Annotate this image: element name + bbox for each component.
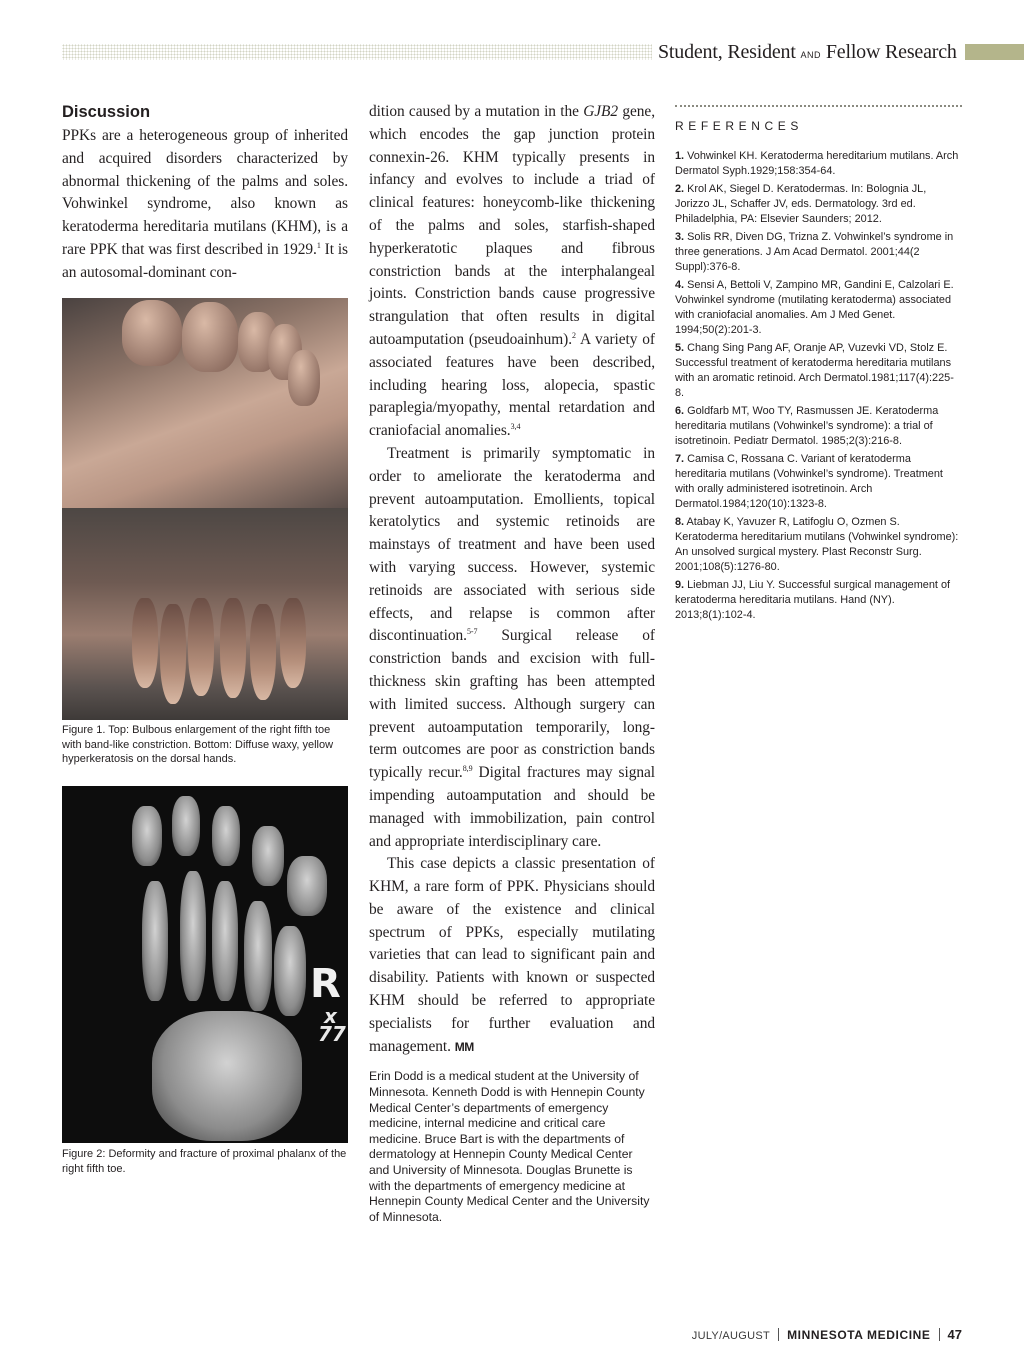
bone-shape [172,796,200,856]
xray-marker-number: 77 [318,1022,346,1046]
toe-shape [122,300,182,366]
reference-item [675,182,962,227]
bone-shape [132,806,162,866]
left-column [62,101,348,285]
discussion-p1-text-b-mid: dition caused by a mutation in the [369,103,584,120]
citation-superscript: 8,9 [462,763,473,773]
figure-1-image [62,298,348,720]
reference-text: Solis RR, Diven DG, Trizna Z. Vohwinkel’s syndrome in three generations. J Am Acad Dermatol. 2001;44(2 Suppl):376-8. [675,231,954,273]
header-pattern-band [62,44,652,60]
reference-text: Krol AK, Siegel D. Keratodermas. In: Bolognia JL, Jorizzo JL, Schaffer JV, eds. Dermatology. 3rd ed. Philadelphia, PA: Elsevier Saunders; 2012. [675,183,927,225]
toe-shape [182,302,238,372]
reference-number: 1. [675,150,685,162]
finger-shape [250,604,276,700]
bone-shape [212,806,240,866]
footer-separator [939,1328,940,1341]
article-end-mark: MM [454,1039,474,1054]
reference-item [675,515,962,575]
bone-shape [274,926,306,1016]
reference-text: Atabay K, Yavuzer R, Latifoglu O, Ozmen S. Keratoderma hereditarium mutilans (Vohwinkel syndrome): An unsolved surgical mystery. Plast Reconstr Surg. 2001;108(5):1276-80. [675,516,959,573]
reference-item [675,278,962,338]
footer-separator [778,1328,779,1341]
figure-2-caption: Figure 2: Deformity and fracture of proximal phalanx of the right fifth toe. [62,1148,347,1175]
finger-shape [160,604,186,704]
bone-shape [142,881,168,1001]
reference-item [675,452,962,512]
foot-photo [62,298,348,508]
reference-item [675,341,962,401]
references-heading: REFERENCES [675,119,804,133]
bone-shape [287,856,327,916]
discussion-paragraph-1-start [62,125,348,285]
reference-number: 7. [675,453,685,465]
xray-marker-x: x [324,1004,337,1028]
issue-date: JULY/AUGUST [691,1330,771,1342]
citation-superscript: 2 [572,330,576,340]
reference-number: 5. [675,342,685,354]
journal-name: MINNESOTA MEDICINE [787,1328,931,1342]
reference-item [675,578,962,623]
discussion-p2-text-b: Surgical release of constriction bands and excision with full-thickness skin grafting has been attempted with limited success. Although surgery can prevent autoamputation temporarily, long-term outcomes are poor as constriction bands typically recur. [369,627,655,782]
header-title-part2: Fellow Research [825,41,957,63]
header-color-tab [965,44,1024,60]
reference-text: Liebman JJ, Liu Y. Successful surgical management of keratoderma hereditaria mutilans. Hand (NY). 2013;8(1):102-4. [675,579,951,621]
reference-item [675,230,962,275]
bone-shape [252,826,284,886]
discussion-p1-text-d: A variety of associated features have been described, including hearing loss, alopecia, spastic paraplegia/myopathy, mental retardation and craniofacial anomalies. [369,330,656,440]
reference-text: Sensi A, Bettoli V, Zampino MR, Gandini E, Calzolari E. Vohwinkel syndrome (mutilating keratoderma) associated with craniofacial anomalies. Am J Med Genet. 1994;50(2):201-3. [675,279,954,336]
finger-shape [188,598,214,696]
reference-number: 3. [675,231,685,243]
citation-superscript: 1 [316,240,321,250]
bone-shape [244,901,272,1011]
page-footer [0,1326,962,1344]
citation-superscript: 3,4 [510,422,521,432]
reference-text: Vohwinkel KH. Keratoderma hereditarium mutilans. Arch Dermatol Syph.1929;158:354-64. [675,150,959,177]
reference-number: 9. [675,579,685,591]
bone-shape [212,881,238,1001]
bone-shape [152,1011,302,1141]
reference-item [675,404,962,449]
reference-text: Goldfarb MT, Woo TY, Rasmussen JE. Keratoderma hereditaria mutilans (Vohwinkel’s syndrome): a trial of isotretinoin. Pediatr Dermatol. 1985;2(3):216-8. [675,405,939,447]
reference-text: Chang Sing Pang AF, Oranje AP, Vuzevki VD, Stolz E. Successful treatment of keratoderma hereditaria mutilans with an aromatic retinoid. Arch Dermatol.1981;117(4):225-8. [675,342,954,399]
finger-shape [132,598,158,688]
discussion-p2-text-a: Treatment is primarily symptomatic in order to ameliorate the keratoderma and prevent autoamputation. Emollients, topical keratolytics and systemic retinoids are mainstays of treatment and have been used with varying success. However, systemic retinoids are associated with serious side effects, and relapse is common after discontinuation. [369,444,655,645]
reference-number: 8. [675,516,685,528]
discussion-paragraph-1-continued [369,101,655,443]
references-divider [675,105,962,107]
reference-number: 6. [675,405,685,417]
header-title-part1: Student, Resident [658,41,796,63]
discussion-p1-text-b-left: It is an autosomal-dominant con- [62,240,348,281]
section-header-title [658,41,957,64]
reference-text: Camisa C, Rossana C. Variant of keratoderma hereditaria mutilans (Vohwinkel’s syndrome). Treatment with orally administered isotretinoin. Arch Dermatol.1984;120(10):1323-8. [675,453,943,510]
discussion-p1-text-c: gene, which encodes the gap junction protein connexin-26. KHM typically presents in infancy and evolves to include a triad of clinical features: honeycomb-like thickening of the palms and soles, starfish-shaped hyperkeratotic plaques and fibrous constriction bands at the interphalangeal joints. Constriction bands cause progressive strangulation that often results in digital autoamputation (pseudoainhum). [369,103,655,348]
xray-side-marker: R [310,961,341,1007]
references-list [675,149,962,623]
references-column [675,101,962,626]
discussion-heading: Discussion [62,103,151,121]
page-number: 47 [947,1327,962,1342]
hands-photo [62,508,348,720]
bone-shape [180,871,206,1001]
reference-item [675,149,962,179]
finger-shape [220,598,246,698]
finger-shape [280,598,306,688]
discussion-paragraph-3 [369,853,655,1058]
discussion-p3-text: This case depicts a classic presentation of KHM, a rare form of PPK. Physicians should be aware of the existence and clinical spectrum of PPKs, especially mutilating varieties that can lead to significant pain and disability. Patients with known or suspected KHM should be referred to appropriate specialists for further evaluation and management. [369,855,655,1055]
header-title-and: AND [800,50,822,60]
discussion-p2-text-c: Digital fractures may signal impending autoamputation and should be managed with immobilization, pain control and appropriate interdisciplinary care. [369,764,655,850]
reference-number: 2. [675,183,685,195]
gene-name: GJB2 [583,103,619,120]
discussion-p1-text-a: PPKs are a heterogeneous group of inherited and acquired disorders characterized by abnormal thickening of the palms and soles. Vohwinkel syndrome, also known as keratoderma hereditaria mutilans (KHM), is a rare PPK that was first described in 1929. [62,127,348,258]
reference-number: 4. [675,279,685,291]
toe-shape [288,350,320,406]
citation-superscript: 5-7 [466,627,478,637]
middle-column [369,101,655,1225]
author-affiliations: Erin Dodd is a medical student at the University of Minnesota. Kenneth Dodd is with Hennepin County Medical Center’s departments of emergency medicine, internal medicine and critical care medicine. Bruce Bart is with the departments of dermatology at Hennepin County Medical Center and University of Minnesota. Douglas Brunette is with the departments of emergency medicine at Hennepin County Medical Center and the University of Minnesota. [369,1069,650,1224]
figure-2-xray-image [62,786,348,1143]
figure-1-caption: Figure 1. Top: Bulbous enlargement of the right fifth toe with band-like constriction. Bottom: Diffuse waxy, yellow hyperkeratosis on the dorsal hands. [62,724,334,765]
discussion-paragraph-2 [369,443,655,853]
